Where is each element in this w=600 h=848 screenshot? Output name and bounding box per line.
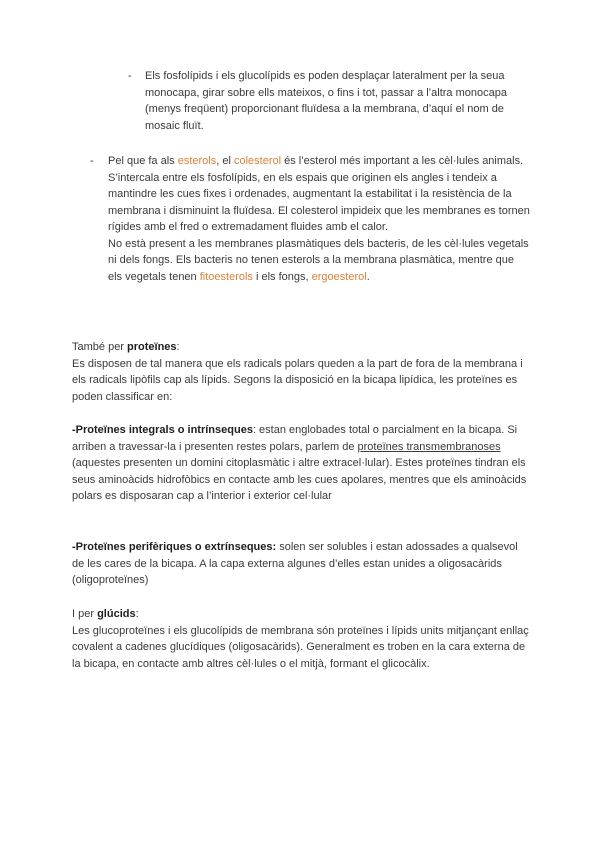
bold-term: -Proteïnes perifèriques o extrínseques:: [72, 541, 277, 553]
paragraph-colesterol: [108, 153, 530, 236]
bullet-esterols: [90, 153, 530, 285]
text-run: és l’esterol més important a les cèl·lules animals. S’intercala entre els fosfolípids, en els espais que originen els angles i tendeix a mantindre les cues fixes i ordenades, augmentant la estabilitat i la resistència de la membrana i disminuint la fluïdesa. El colesterol impideix que les membranes es tornen rígides amb el fred o extremadament fluides amb el calor.: [108, 155, 530, 233]
heading-proteines: [72, 339, 532, 356]
text-run: També per: [72, 341, 128, 353]
paragraph-proteines: Es disposen de tal manera que els radicals polars queden a la part de fora de la membrana i els radicals lipòfils cap als lípids. Segons la disposició en la bicapa lipídica, les proteïnes es poden classificar en:: [72, 357, 523, 403]
paragraph-periferiques: [72, 539, 532, 589]
text-run: , el: [216, 155, 234, 167]
paragraph-bacteris: [108, 236, 530, 286]
paragraph-glucids: Les glucoproteïnes i els glucolípids de membrana són proteïnes i lípids units mitjançant enllaç covalent a cadenes glucídiques (oligosacàrids). Generalment es troben en la cara externa de la bicapa, en contacte amb altres cèl·lules o el mitjà, formant el glicocàlix.: [72, 624, 529, 670]
text-run: No està present a les membranes plasmàtiques dels bacteris, de les cèl·lules vegetals ni dels fongs. Els bacteris no tenen esterols a la membrana plasmàtica, mentre que els vegetals tenen: [108, 237, 529, 283]
heading-glucids: [72, 606, 532, 623]
bold-term: -Proteïnes integrals o intrínseques: [72, 424, 253, 436]
highlight-fitoesterols: fitoesterols: [199, 270, 253, 283]
section-glucids: [72, 606, 532, 672]
paragraph-fosfolipids: Els fosfolípids i els glucolípids es poden desplaçar lateralment per la seua monocapa, girar sobre ells mateixos, o fins i tot, passar a l’altra monocapa (menys freqüent) proporcionant fluïdesa a la membrana, d’aquí el nom de mosaic fluït.: [145, 70, 507, 132]
underlined-term: proteïnes transmembranoses: [357, 440, 501, 453]
text-run: .: [366, 270, 370, 283]
text-run: :: [135, 608, 139, 620]
section-proteines: [72, 339, 532, 405]
sub-bullet-fosfolipids: [128, 68, 528, 134]
section-periferiques: [72, 539, 532, 589]
text-run: Pel que fa als: [108, 155, 178, 167]
highlight-ergoesterol: ergoesterol: [311, 270, 367, 283]
highlight-esterols: esterols: [177, 155, 217, 167]
dash-marker: -: [90, 155, 94, 167]
text-run: i els fongs,: [252, 270, 312, 283]
bold-term: proteïnes: [127, 341, 177, 353]
text-run: : estan englobades total o parcialment en la bicapa. Si arriben a travessar-la i presenten restes polars, parlem de: [72, 424, 518, 453]
text-run: solen ser solubles i estan adossades a qualsevol de les cares de la bicapa. A la capa externa algunes d’elles estan unides a oligosacàrids (oligoproteïnes): [72, 541, 518, 586]
section-integrals: [72, 422, 532, 505]
text-run: (aquestes presenten un domini citoplasmàtic i altre extracel·lular). Estes proteïnes tindran els seus aminoàcids hidrofòbics en contacte amb les cues apolares, mentres que els aminoàcids polars es disposaran cap a l’interior i exterior cel·lular: [72, 457, 527, 502]
paragraph-integrals: [72, 422, 532, 505]
dash-marker: -: [128, 70, 132, 82]
text-run: I per: [72, 608, 98, 620]
highlight-colesterol: colesterol: [233, 155, 282, 167]
bold-term: glúcids: [97, 608, 136, 620]
text-run: :: [176, 341, 180, 353]
